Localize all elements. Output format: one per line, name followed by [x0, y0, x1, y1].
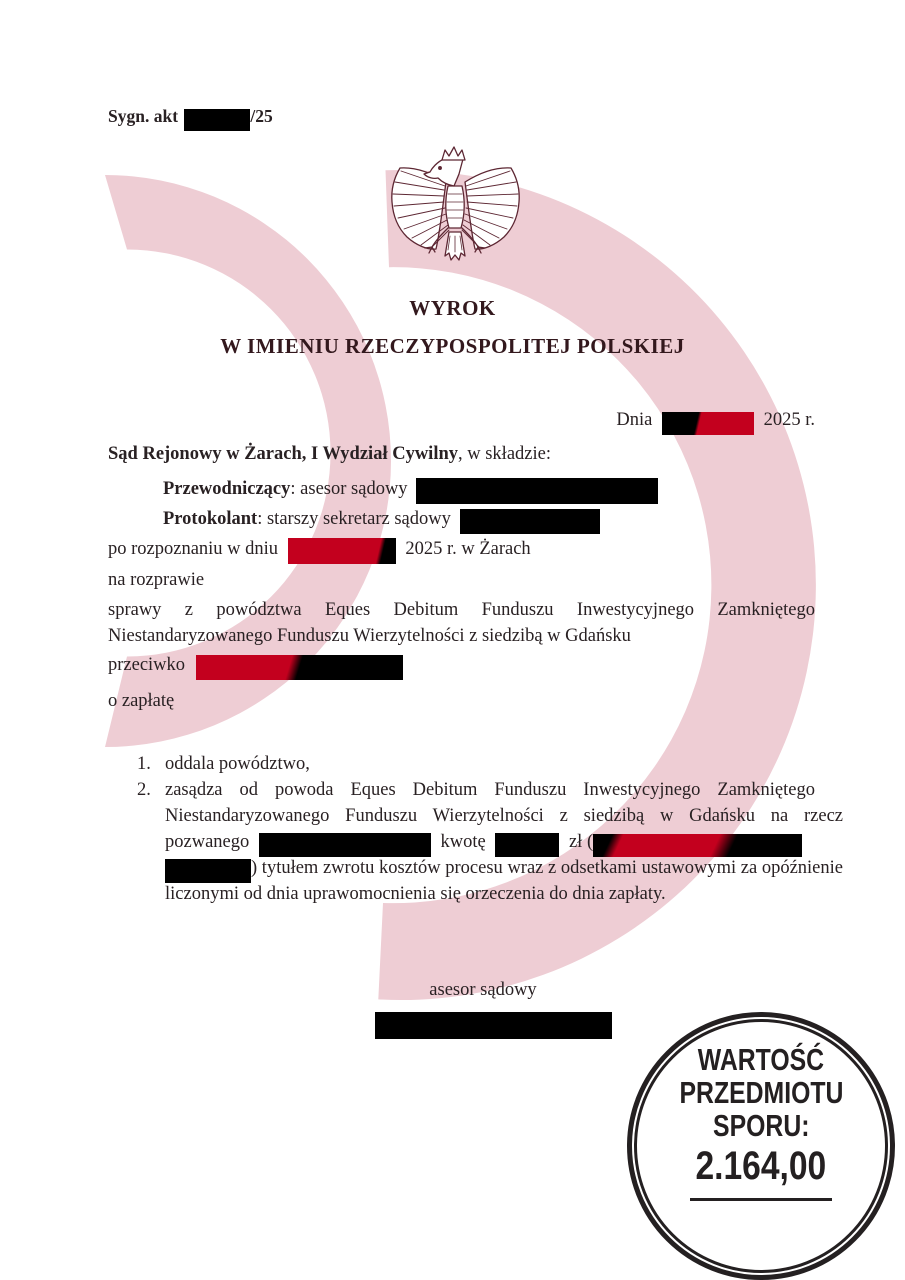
ruling-item-1-number: 1. [137, 754, 151, 774]
redacted-case-number [184, 109, 250, 131]
date-prefix: Dnia [616, 410, 653, 430]
stamp-line-2: PRZEDMIOTU [679, 1075, 843, 1110]
stamp-text [632, 1017, 890, 1275]
redacted-clerk-name [460, 509, 600, 534]
date-line [616, 407, 815, 433]
hearing-mode-line: na rozprawie [108, 570, 205, 590]
case-number-suffix: /25 [250, 106, 273, 126]
clerk-label: Protokolant [163, 509, 258, 529]
stamp-underline [690, 1198, 832, 1201]
redacted-defendant-name-2 [259, 833, 431, 857]
redacted-defendant-name [196, 655, 403, 680]
ruling-item-2-line-3 [137, 829, 843, 855]
stamp-value: 2.164,00 [695, 1144, 827, 1188]
presiding-judge-line [163, 476, 658, 502]
stamp-line-3: SPORU: [712, 1108, 810, 1143]
date-year: 2025 r. [763, 410, 815, 430]
signature-role-line: asesor sądowy [429, 980, 537, 1000]
ruling-currency: zł ( [568, 832, 594, 852]
court-composition-line [108, 441, 551, 467]
ruling-item-1-text: oddala powództwo, [165, 754, 310, 774]
court-name: Sąd Rejonowy w Żarach, I Wydział Cywilny [108, 444, 458, 464]
case-number-label: Sygn. akt [108, 106, 179, 126]
judgment-subtitle: W IMIENIU RZECZYPOSPOLITEJ POLSKIEJ [220, 334, 685, 358]
ruling-amount-prefix: pozwanego [165, 832, 250, 852]
redacted-judge-name [416, 478, 658, 504]
clerk-role: : starszy sekretarz sądowy [257, 509, 451, 529]
redacted-signature [375, 1012, 612, 1039]
redacted-hearing-date [288, 538, 396, 564]
redacted-amount [495, 833, 559, 857]
redacted-amount-words-2 [165, 859, 251, 883]
hearing-line [108, 536, 531, 562]
case-subject-line: o zapłatę [108, 691, 175, 711]
ruling-item-2-line-2: Niestandaryzowanego Funduszu Wierzytelności z siedzibą w Gdańsku na rzecz [165, 806, 843, 826]
ruling-amount-word: kwotę [440, 832, 486, 852]
case-number-line [108, 103, 273, 129]
value-stamp [627, 1012, 895, 1280]
hearing-suffix: 2025 r. w Żarach [405, 539, 531, 559]
redacted-amount-words-1 [593, 834, 802, 857]
claim-line-1: sprawy z powództwa Eques Debitum Funduszu Inwestycyjnego Zamkniętego [108, 600, 815, 620]
ruling-item-2-number: 2. [137, 780, 151, 800]
court-composition-rest: , w składzie: [458, 444, 551, 464]
ruling-item-2-line-4: ) tytułem zwrotu kosztów procesu wraz z odsetkami ustawowymi za opóźnienie [137, 855, 843, 881]
ruling-item-2-line-1: 2. zasądza od powoda Eques Debitum Funduszu Inwestycyjnego Zamkniętego [137, 777, 815, 803]
redacted-date [662, 412, 754, 435]
stamp-line-1: WARTOŚĆ [697, 1042, 825, 1077]
clerk-line [163, 506, 600, 532]
polish-eagle-emblem [388, 143, 526, 275]
ruling-item-1 [137, 751, 815, 777]
defendant-line [108, 652, 403, 678]
presiding-judge-label: Przewodniczący [163, 479, 291, 499]
claim-line-2: Niestandaryzowanego Funduszu Wierzytelności z siedzibą w Gdańsku [108, 626, 631, 646]
judgment-title: WYROK [409, 296, 496, 320]
presiding-judge-role: : asesor sądowy [290, 479, 408, 499]
ruling-item-2-line-5: liczonymi od dnia uprawomocnienia się orzeczenia do dnia zapłaty. [165, 884, 666, 904]
hearing-prefix: po rozpoznaniu w dniu [108, 539, 279, 559]
against-label: przeciwko [108, 655, 186, 675]
